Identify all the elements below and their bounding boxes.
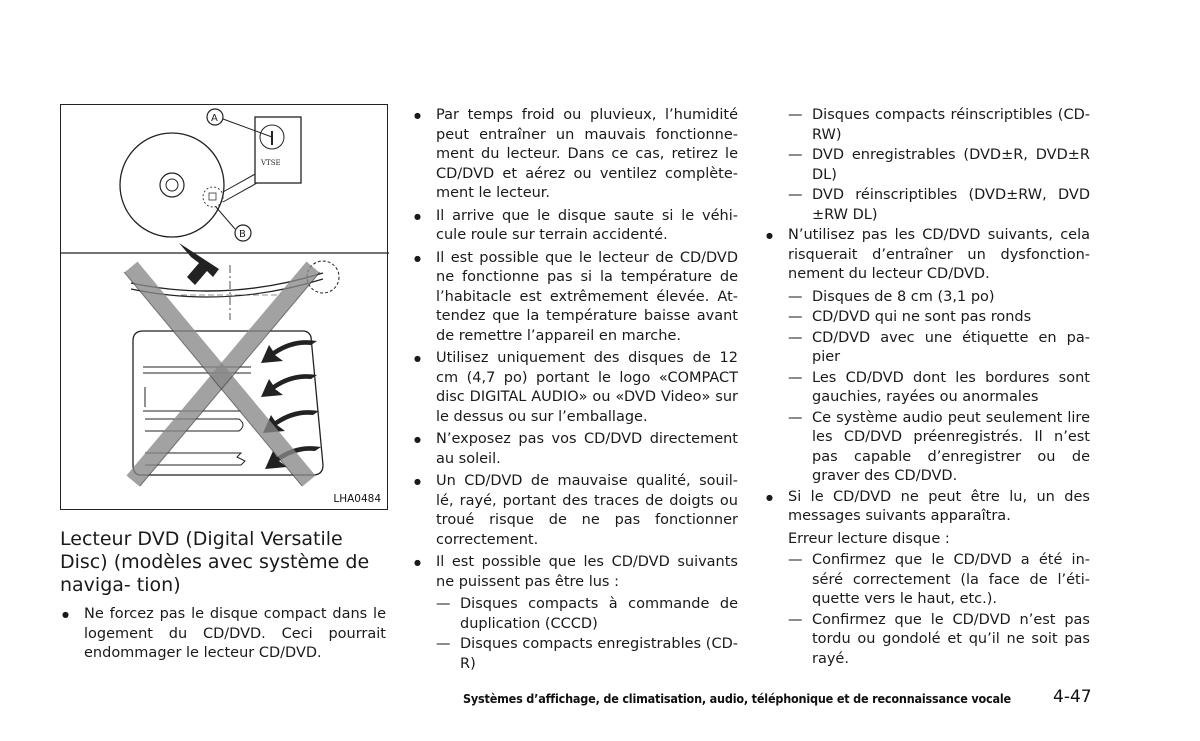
logo-text: VTSE (261, 159, 281, 167)
dash-item: — Disques compacts réinscriptibles (CD-RW) (764, 106, 1090, 145)
bullet-item: ● N’exposez pas vos CD/DVD directement au soleil. (412, 430, 738, 469)
dash-item: — CD/DVD qui ne sont pas ronds (764, 308, 1090, 328)
section-heading: Lecteur DVD (Digital Versatile Disc) (modèles avec système de naviga- tion) (60, 528, 370, 596)
bullet-item: ● Si le CD/DVD ne peut être lu, un des messages suivants apparaîtra. (764, 488, 1090, 527)
dash-item: — Disques compacts enregistrables (CD-R) (412, 635, 738, 674)
callout-line-2 (223, 183, 257, 202)
logo-mark-small (209, 193, 216, 200)
dash-item: — Disques de 8 cm (3,1 po) (764, 288, 1090, 308)
dash-item: — Confirmez que le CD/DVD a été in- séré correctement (la face de l’éti- quette vers le haut, etc.). (764, 551, 1090, 610)
label-b-leader (216, 207, 235, 229)
bullet-item: ● Ne forcez pas le disque compact dans le logement du CD/DVD. Ceci pourrait endommager le lecteur CD/DVD. (60, 605, 386, 664)
page-footer-title: Systèmes d’affichage, de climatisation, audio, téléphonique et de reconnaissance vocale (463, 691, 1011, 706)
dash-item: — CD/DVD avec une étiquette en pa- pier (764, 329, 1090, 368)
disc-hole (166, 179, 178, 191)
bullet-item: ● Il arrive que le disque saute si le véhi- cule roule sur terrain accidenté. (412, 207, 738, 246)
label-a: A (211, 113, 218, 124)
label-b: B (239, 229, 246, 240)
disc-diagram-svg (61, 105, 389, 511)
dash-item: — Ce système audio peut seulement lire les CD/DVD préenregistrés. Il n’est pas capable d’enregistrer ou de graver des CD/DVD. (764, 409, 1090, 487)
bullet-item: ● Un CD/DVD de mauvaise qualité, souil- lé, rayé, portant des traces de doigts ou troué risque de ne pas fonctionner correctement. (412, 472, 738, 550)
dash-item: — DVD réinscriptibles (DVD±RW, DVD ±RW DL) (764, 186, 1090, 225)
column-3 (764, 106, 1090, 670)
bullet-item: ● Il est possible que les CD/DVD suivants ne puissent pas être lus : (412, 553, 738, 592)
bullet-item: ● Il est possible que le lecteur de CD/DVD ne fonctionne pas si la température de l’habitacle est extrêmement élevée. At- tendez que la température baisse avant de remettre l’appareil en marche. (412, 249, 738, 347)
column-2 (412, 106, 738, 675)
dash-item: — DVD enregistrables (DVD±R, DVD±R DL) (764, 146, 1090, 185)
dash-item: — Confirmez que le CD/DVD n’est pas tordu ou gondolé et qu’il ne soit pas rayé. (764, 611, 1090, 670)
dash-item: — Disques compacts à commande de duplication (CCCD) (412, 595, 738, 634)
arrow-1 (261, 340, 317, 363)
page-number: 4-47 (1053, 687, 1092, 707)
bullet-item: ● Par temps froid ou pluvieux, l’humidité peut entraîner un mauvais fonctionne- ment du lecteur. Dans ce cas, retirez le CD/DVD et aérez ou ventilez complète- ment le lecteur. (412, 106, 738, 204)
figure-code: LHA0484 (333, 493, 381, 505)
disc-illustration (60, 104, 388, 510)
arrow-2 (261, 374, 317, 397)
insert-arrow (179, 243, 219, 285)
callout-line-1 (223, 173, 257, 192)
column-1 (60, 528, 386, 667)
disc-hub (160, 173, 184, 197)
disc-outline (120, 133, 224, 237)
bullet-item: ● N’utilisez pas les CD/DVD suivants, cela risquerait d’entraîner un dysfonction- nement du lecteur CD/DVD. (764, 226, 1090, 285)
error-message-label: Erreur lecture disque : (788, 530, 950, 547)
bullet-item: ● Utilisez uniquement des disques de 12 cm (4,7 po) portant le logo «COMPACT disc DIGITAL AUDIO» ou «DVD Video» sur le dessus ou sur l’emballage. (412, 349, 738, 427)
dash-item: — Les CD/DVD dont les bordures sont gauchies, rayées ou anormales (764, 369, 1090, 408)
